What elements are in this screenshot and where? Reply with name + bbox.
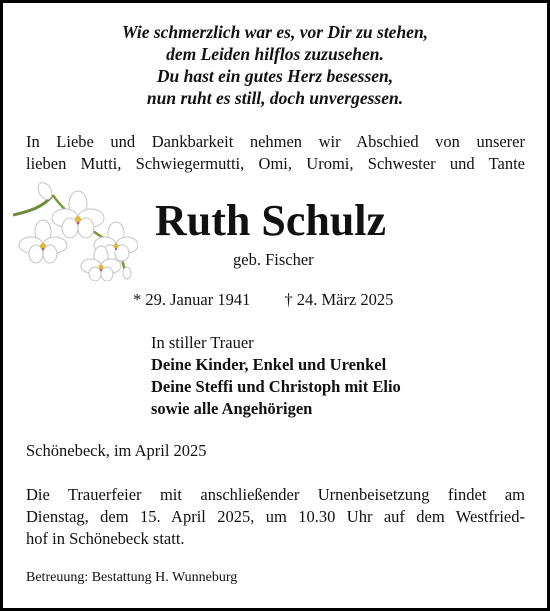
mourner-line: sowie alle Angehörigen [151, 399, 313, 418]
funeral-line: Dienstag, dem 15. April 2025, um 10.30 Uhr auf dem Westfried- [26, 507, 525, 526]
funeral-home-credit: Betreuung: Bestattung H. Wunneburg [26, 570, 238, 585]
poem-line: nun ruht es still, doch unvergessen. [146, 88, 404, 108]
mourning-intro: In stiller Trauer [151, 333, 254, 352]
death-date: † 24. März 2025 [284, 290, 394, 309]
place-and-date: Schönebeck, im April 2025 [26, 441, 207, 460]
intro-line: In Liebe und Dankbarkeit nehmen wir Abschied von unserer [26, 132, 525, 151]
birth-date: * 29. Januar 1941 [133, 290, 251, 309]
memorial-poem [3, 21, 547, 109]
farewell-intro [26, 131, 525, 175]
orchid-image [13, 181, 138, 281]
funeral-line: Die Trauerfeier mit anschließender Urnenbeisetzung findet am [26, 485, 525, 504]
mourners-block [151, 332, 401, 420]
poem-line: Wie schmerzlich war es, vor Dir zu stehen, [121, 22, 429, 42]
poem-line: Du hast ein gutes Herz besessen, [156, 66, 394, 86]
mourner-line: Deine Kinder, Enkel und Urenkel [151, 355, 387, 374]
poem-line: dem Leiden hilflos zuzusehen. [166, 44, 384, 64]
maiden-name: geb. Fischer [233, 250, 314, 269]
mourner-line: Deine Steffi und Christoph mit Elio [151, 377, 401, 396]
deceased-name: Ruth Schulz [155, 196, 387, 245]
funeral-details [26, 484, 525, 550]
intro-line: lieben Mutti, Schwiegermutti, Omi, Uromi, Schwester und Tante [26, 154, 525, 173]
life-dates [133, 290, 393, 310]
funeral-line: hof in Schönebeck statt. [26, 529, 185, 548]
